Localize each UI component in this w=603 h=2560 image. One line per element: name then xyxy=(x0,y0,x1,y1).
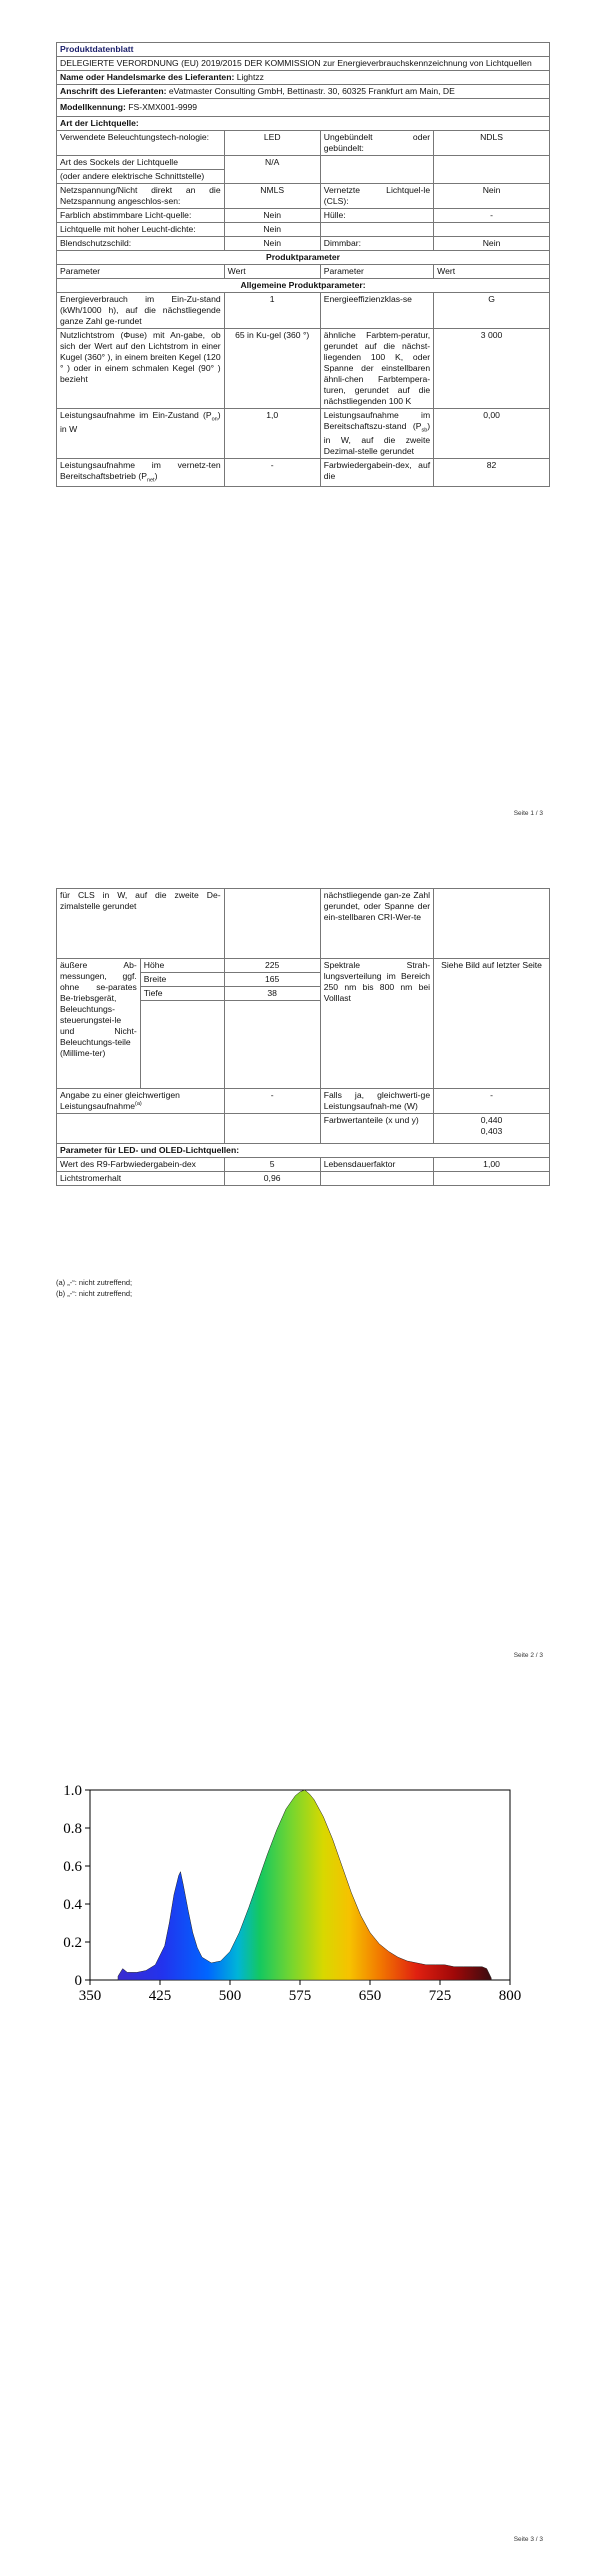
led-parameters-heading: Parameter für LED- und OLED-Lichtquellen: xyxy=(57,1144,550,1158)
empty-cell xyxy=(434,1172,550,1186)
model-value: FS-XMX001-9999 xyxy=(128,102,198,112)
x-tick-label: 425 xyxy=(148,1988,172,2004)
spectral-distribution-value: Siehe Bild auf letzter Seite xyxy=(434,959,550,1089)
header-value: Wert xyxy=(434,265,550,279)
cri-label-cont: nächstliegende gan-ze Zahl gerundet, oder Spanne der ein-stellbaren CRI-Wer-te xyxy=(320,889,433,959)
x-tick-label: 500 xyxy=(218,1988,242,2004)
page-number-1: Seite 1 / 3 xyxy=(513,810,543,817)
useful-flux-value: 65 in Ku-gel (360 °) xyxy=(224,329,320,409)
page-2 xyxy=(0,880,603,1700)
empty-cell xyxy=(434,223,550,237)
dimensions-label: äußere Ab-messungen, ggf. ohne se-parates Be-triebsgerät, Beleuchtungs-steuerungstei-le und Nicht-Beleuchtungs-teile (Millime-ter) xyxy=(57,959,141,1089)
energy-consumption-label: Energieverbrauch im Ein-Zu-stand (kWh/1000 h), auf die nächstliegende ganze Zahl ge-rundet xyxy=(57,293,225,329)
r9-label: Wert des R9-Farbwiedergabein-dex xyxy=(57,1158,225,1172)
spectral-distribution-chart xyxy=(0,1740,603,2560)
model-label: Modellkennung: xyxy=(60,102,126,112)
tunable-value: Nein xyxy=(224,209,320,223)
networked-standby-label-cont: für CLS in W, auf die zweite De-zimalstelle gerundet xyxy=(57,889,225,959)
antiglare-label: Blendschutzschild: xyxy=(57,237,225,251)
technology-label: Verwendete Beleuchtungstech-nologie: xyxy=(57,131,225,156)
cap-type-label: Art des Sockels der Lichtquelle xyxy=(57,156,225,170)
header-parameter: Parameter xyxy=(57,265,225,279)
page-title: Produktdatenblatt xyxy=(57,43,550,57)
general-parameters-heading: Allgemeine Produktparameter: xyxy=(57,279,550,293)
empty-cell xyxy=(434,156,550,184)
x-tick-label: 725 xyxy=(428,1988,452,2004)
model-row xyxy=(57,99,550,117)
r9-value: 5 xyxy=(224,1158,320,1172)
useful-flux-label: Nutzlichtstrom (Φuse) mit An-gabe, ob sich der Wert auf den Lichtstrom in einer Kugel (360° ), in einem breiten Kegel (120 ° ) oder in einem schmalen Kegel (90° ) bezieht xyxy=(57,329,225,409)
cap-type-label-cont: (oder andere elektrische Schnittstelle) xyxy=(57,170,225,184)
empty-cell xyxy=(224,889,320,959)
on-mode-power-label: Leistungsaufnahme im Ein-Zustand $(P_{on})$ in W xyxy=(57,409,225,459)
empty-cell xyxy=(320,1172,433,1186)
standby-power-value: 0,00 xyxy=(434,409,550,459)
directional-value: NDLS xyxy=(434,131,550,156)
high-luminance-label: Lichtquelle mit hoher Leucht-dichte: xyxy=(57,223,225,237)
x-tick-label: 350 xyxy=(78,1988,102,2004)
height-value: 225 xyxy=(224,959,320,973)
antiglare-value: Nein xyxy=(224,237,320,251)
depth-label: Tiefe xyxy=(140,987,224,1001)
page-3 xyxy=(0,1740,603,2560)
footnotes xyxy=(56,1278,132,1300)
survival-factor-value: 1,00 xyxy=(434,1158,550,1172)
networked-standby-label: Leistungsaufnahme im vernetz-ten Bereitschaftsbetrieb $(P_{net})$ xyxy=(57,458,225,486)
cls-value: Nein xyxy=(434,184,550,209)
equivalent-power-claim-label: Angabe zu einer gleichwertigen Leistungsaufnahme$^{(a)}$ xyxy=(57,1089,225,1114)
product-parameters-heading: Produktparameter xyxy=(57,251,550,265)
mains-value: NMLS xyxy=(224,184,320,209)
height-label: Höhe xyxy=(140,959,224,973)
supplier-address-row xyxy=(57,85,550,99)
y-tick-label: 0 xyxy=(74,1973,82,1989)
energy-consumption-value: 1 xyxy=(224,293,320,329)
directional-label: Ungebündelt oder gebündelt: xyxy=(320,131,433,156)
x-tick-label: 800 xyxy=(498,1988,522,2004)
header-value: Wert xyxy=(224,265,320,279)
regulation-text: DELEGIERTE VERORDNUNG (EU) 2019/2015 DER KOMMISSION zur Energieverbrauchskennzeichnung von Lichtquellen xyxy=(57,57,550,71)
chromaticity-label: Farbwertanteile (x und y) xyxy=(320,1114,433,1144)
empty-cell xyxy=(57,1114,225,1144)
dimmable-value: Nein xyxy=(434,237,550,251)
datasheet-table-page-2 xyxy=(56,888,550,1186)
equivalent-power-value: - xyxy=(434,1089,550,1114)
energy-class-value: G xyxy=(434,293,550,329)
y-tick-label: 0.8 xyxy=(63,1821,82,1837)
width-label: Breite xyxy=(140,973,224,987)
supplier-name-value: Lightzz xyxy=(236,72,264,82)
empty-cell xyxy=(320,156,433,184)
envelope-value: - xyxy=(434,209,550,223)
y-tick-label: 0.4 xyxy=(63,1897,82,1913)
energy-class-label: Energieeffizienzklas-se xyxy=(320,293,433,329)
y-tick-label: 0.2 xyxy=(63,1935,82,1951)
empty-cell xyxy=(224,1114,320,1144)
cap-type-value: N/A xyxy=(224,156,320,184)
envelope-label: Hülle: xyxy=(320,209,433,223)
high-luminance-value: Nein xyxy=(224,223,320,237)
mains-label: Netzspannung/Nicht direkt an die Netzspannung angeschlos-sen: xyxy=(57,184,225,209)
dimmable-label: Dimmbar: xyxy=(320,237,433,251)
chromaticity-value xyxy=(434,1114,550,1144)
supplier-address-value: eVatmaster Consulting GmbH, Bettinastr. 30, 60325 Frankfurt am Main, DE xyxy=(168,86,455,96)
depth-value: 38 xyxy=(224,987,320,1001)
on-mode-power-value: 1,0 xyxy=(224,409,320,459)
empty-cell xyxy=(320,223,433,237)
lumen-maintenance-label: Lichtstromerhalt xyxy=(57,1172,225,1186)
networked-standby-value: - xyxy=(224,458,320,486)
equivalent-power-claim-value: - xyxy=(224,1089,320,1114)
light-source-type-heading: Art der Lichtquelle: xyxy=(57,117,550,131)
page-number-2: Seite 2 / 3 xyxy=(513,1652,543,1659)
equivalent-power-label: Falls ja, gleichwerti-ge Leistungsaufnah-me (W) xyxy=(320,1089,433,1114)
spectral-distribution-label: Spektrale Strah-lungsverteilung im Bereich 250 nm bis 800 nm bei Volllast xyxy=(320,959,433,1089)
empty-cell xyxy=(140,1001,224,1089)
datasheet-table-page-1 xyxy=(56,42,550,487)
supplier-name-row xyxy=(57,71,550,85)
chromaticity-x: 0,440 xyxy=(480,1115,503,1125)
cls-label: Vernetzte Lichtquel-le (CLS): xyxy=(320,184,433,209)
lumen-maintenance-value: 0,96 xyxy=(224,1172,320,1186)
x-tick-label: 575 xyxy=(288,1988,312,2004)
supplier-address-label: Anschrift des Lieferanten: xyxy=(60,86,167,96)
page-1 xyxy=(0,0,603,820)
survival-factor-label: Lebensdauerfaktor xyxy=(320,1158,433,1172)
plot-area xyxy=(63,1783,521,2004)
chromaticity-y: 0,403 xyxy=(480,1126,503,1136)
empty-cell xyxy=(434,889,550,959)
x-tick-label: 650 xyxy=(358,1988,382,2004)
header-parameter: Parameter xyxy=(320,265,433,279)
cct-label: ähnliche Farbtem-peratur, gerundet auf die nächst-liegenden 100 K, oder Spanne der einstellbaren ähnli-chen Farbtempera-turen, gerundet auf die nächstliegenden 100 K xyxy=(320,329,433,409)
footnote-b: (b) „-“: nicht zutreffend; xyxy=(56,1288,133,1298)
page-number-3: Seite 3 / 3 xyxy=(513,2536,543,2543)
cri-label: Farbwiedergabein-dex, auf die xyxy=(320,458,433,486)
standby-power-label: Leistungsaufnahme im Bereitschaftszu-stand $(P_{sb})$ in W, auf die zweite Dezimal-stelle gerundet xyxy=(320,409,433,459)
footnote-a: (a) „-“: nicht zutreffend; xyxy=(56,1278,133,1287)
cri-value: 82 xyxy=(434,458,550,486)
empty-cell xyxy=(224,1001,320,1089)
cct-value: 3 000 xyxy=(434,329,550,409)
y-tick-label: 0.6 xyxy=(63,1859,82,1875)
technology-value: LED xyxy=(224,131,320,156)
supplier-name-label: Name oder Handelsmarke des Lieferanten: xyxy=(60,72,235,82)
spectrum-area xyxy=(118,1790,491,1980)
y-tick-label: 1.0 xyxy=(63,1783,82,1799)
tunable-label: Farblich abstimmbare Licht-quelle: xyxy=(57,209,225,223)
width-value: 165 xyxy=(224,973,320,987)
